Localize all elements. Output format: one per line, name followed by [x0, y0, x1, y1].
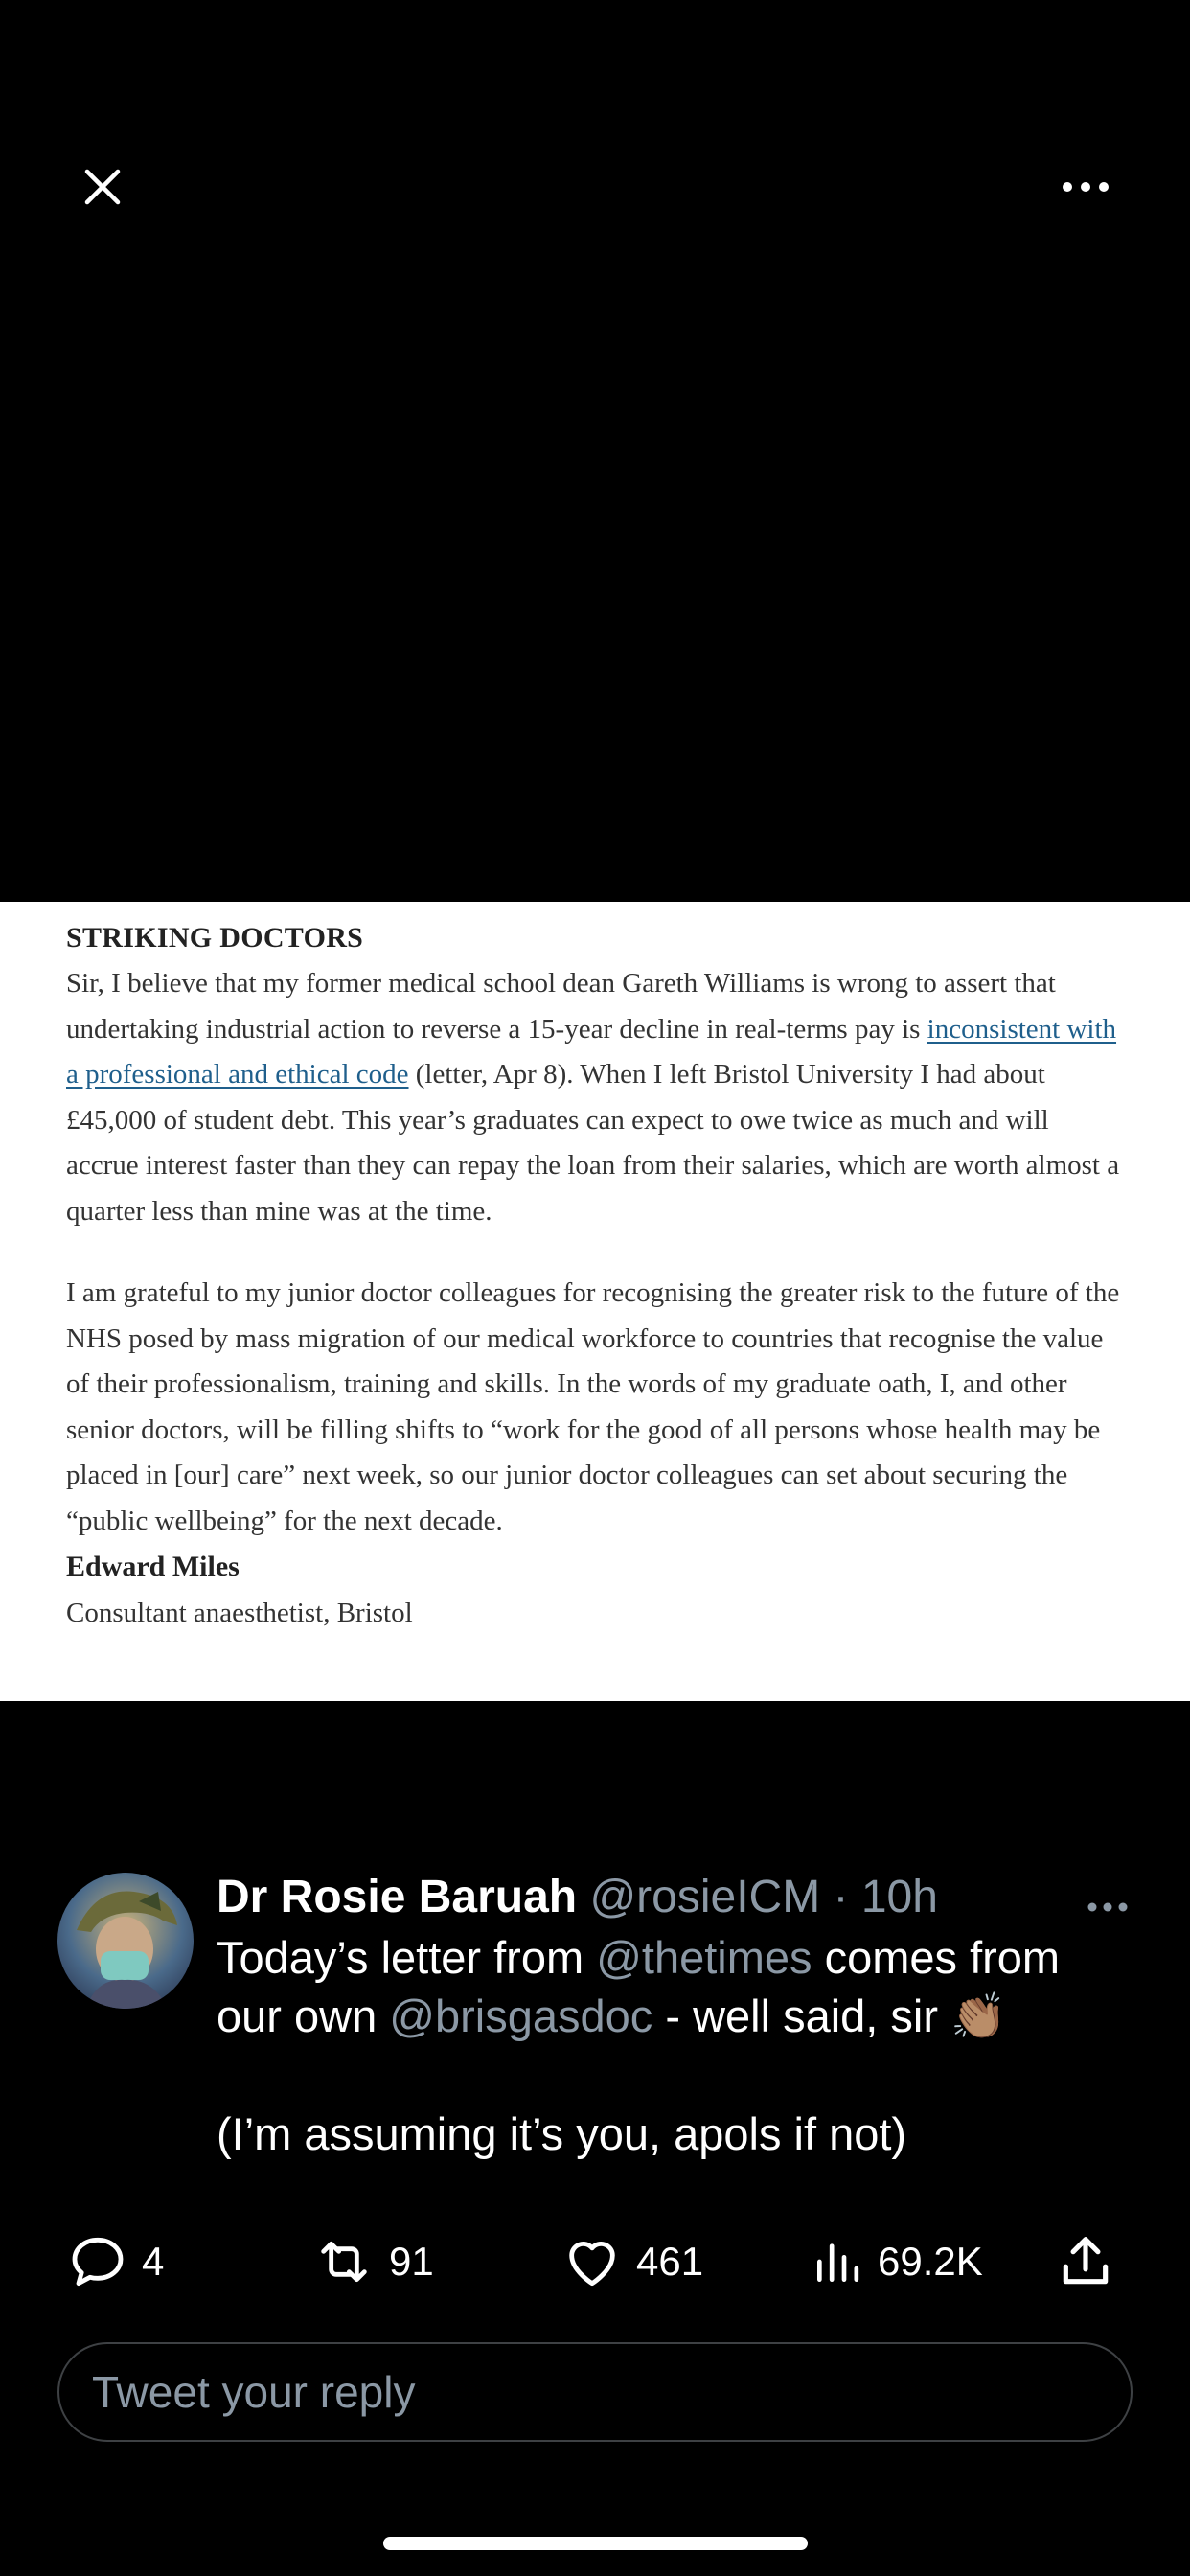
retweet-button[interactable] — [312, 2223, 434, 2300]
tweet-text-part: Today’s letter from — [217, 1932, 597, 1983]
views-count: 69.2K — [878, 2239, 983, 2284]
tweet-line-2: (I’m assuming it’s you, apols if not) — [217, 2108, 907, 2159]
heart-icon — [561, 2231, 623, 2292]
close-icon — [83, 168, 122, 206]
reply-button[interactable] — [67, 2223, 164, 2300]
tweet-text-part: - well said, sir 👏🏽 — [652, 1990, 1007, 2041]
avatar[interactable] — [57, 1873, 194, 2009]
display-name[interactable]: Dr Rosie Baruah — [217, 1872, 578, 1922]
retweet-icon — [312, 2231, 376, 2292]
tweet-text — [217, 1928, 1136, 2163]
tweet-header — [217, 1869, 938, 1926]
tweet-line-1 — [217, 1928, 1136, 2045]
close-button[interactable] — [69, 153, 136, 220]
views-icon — [811, 2231, 864, 2292]
share-icon — [1056, 2231, 1115, 2292]
views-button[interactable] — [811, 2223, 983, 2300]
like-count: 461 — [636, 2239, 704, 2284]
paragraph-text: Sir, I believe that my former medical school dean Gareth Williams is wrong to assert that undertaking industrial action to reverse a 15-year decline in real-terms pay is — [66, 968, 1056, 1045]
more-horizontal-icon — [1087, 1902, 1128, 1912]
more-horizontal-icon — [1062, 181, 1110, 193]
share-button[interactable] — [1056, 2223, 1115, 2300]
timestamp[interactable]: 10h — [860, 1872, 938, 1922]
tweet-text-part: comes from our own — [217, 1932, 1061, 2041]
article-paragraph-1 — [66, 961, 1124, 1234]
tweet-actions — [0, 2223, 1190, 2300]
reply-icon — [67, 2231, 128, 2292]
mention-link[interactable]: @thetimes — [596, 1932, 812, 1983]
article-link: inconsistent with a professional and ethical code — [66, 1013, 1117, 1090]
more-options-button[interactable] — [1052, 153, 1119, 220]
paragraph-text: (letter, Apr 8). When I left Bristol University I had about £45,000 of student debt. This year’s graduates can expect to owe twice as much and will accrue interest faster than they can repay the loan from their salaries, which are worth almost a quarter less than mine was at the time. — [66, 1059, 1120, 1227]
retweet-count: 91 — [389, 2239, 434, 2284]
article-paragraph-2: I am grateful to my junior doctor colleagues for recognising the greater risk to the future of the NHS posed by mass migration of our medical workforce to countries that recognise the value of their professionalism, training and skills. In the words of my graduate oath, I, and other senior doctors, will be filling shifts to “work for the good of all persons whose health may be placed in [our] care” next week, so our junior doctor colleagues can set about securing the “public wellbeing” for the next decade. — [66, 1277, 1120, 1536]
like-button[interactable] — [561, 2223, 703, 2300]
reply-input[interactable]: Tweet your reply — [57, 2342, 1133, 2442]
handle[interactable]: @rosieICM — [589, 1872, 821, 1922]
signature-role: Consultant anaesthetist, Bristol — [66, 1598, 413, 1628]
mention-link[interactable]: @brisgasdoc — [389, 1990, 653, 2041]
separator: · — [820, 1872, 861, 1922]
article-headline: STRIKING DOCTORS — [66, 922, 364, 954]
reply-count: 4 — [142, 2239, 165, 2284]
signature-name: Edward Miles — [66, 1551, 240, 1582]
article-image — [0, 902, 1190, 1701]
home-indicator[interactable] — [383, 2537, 808, 2550]
tweet-more-button[interactable] — [1081, 1888, 1134, 1926]
